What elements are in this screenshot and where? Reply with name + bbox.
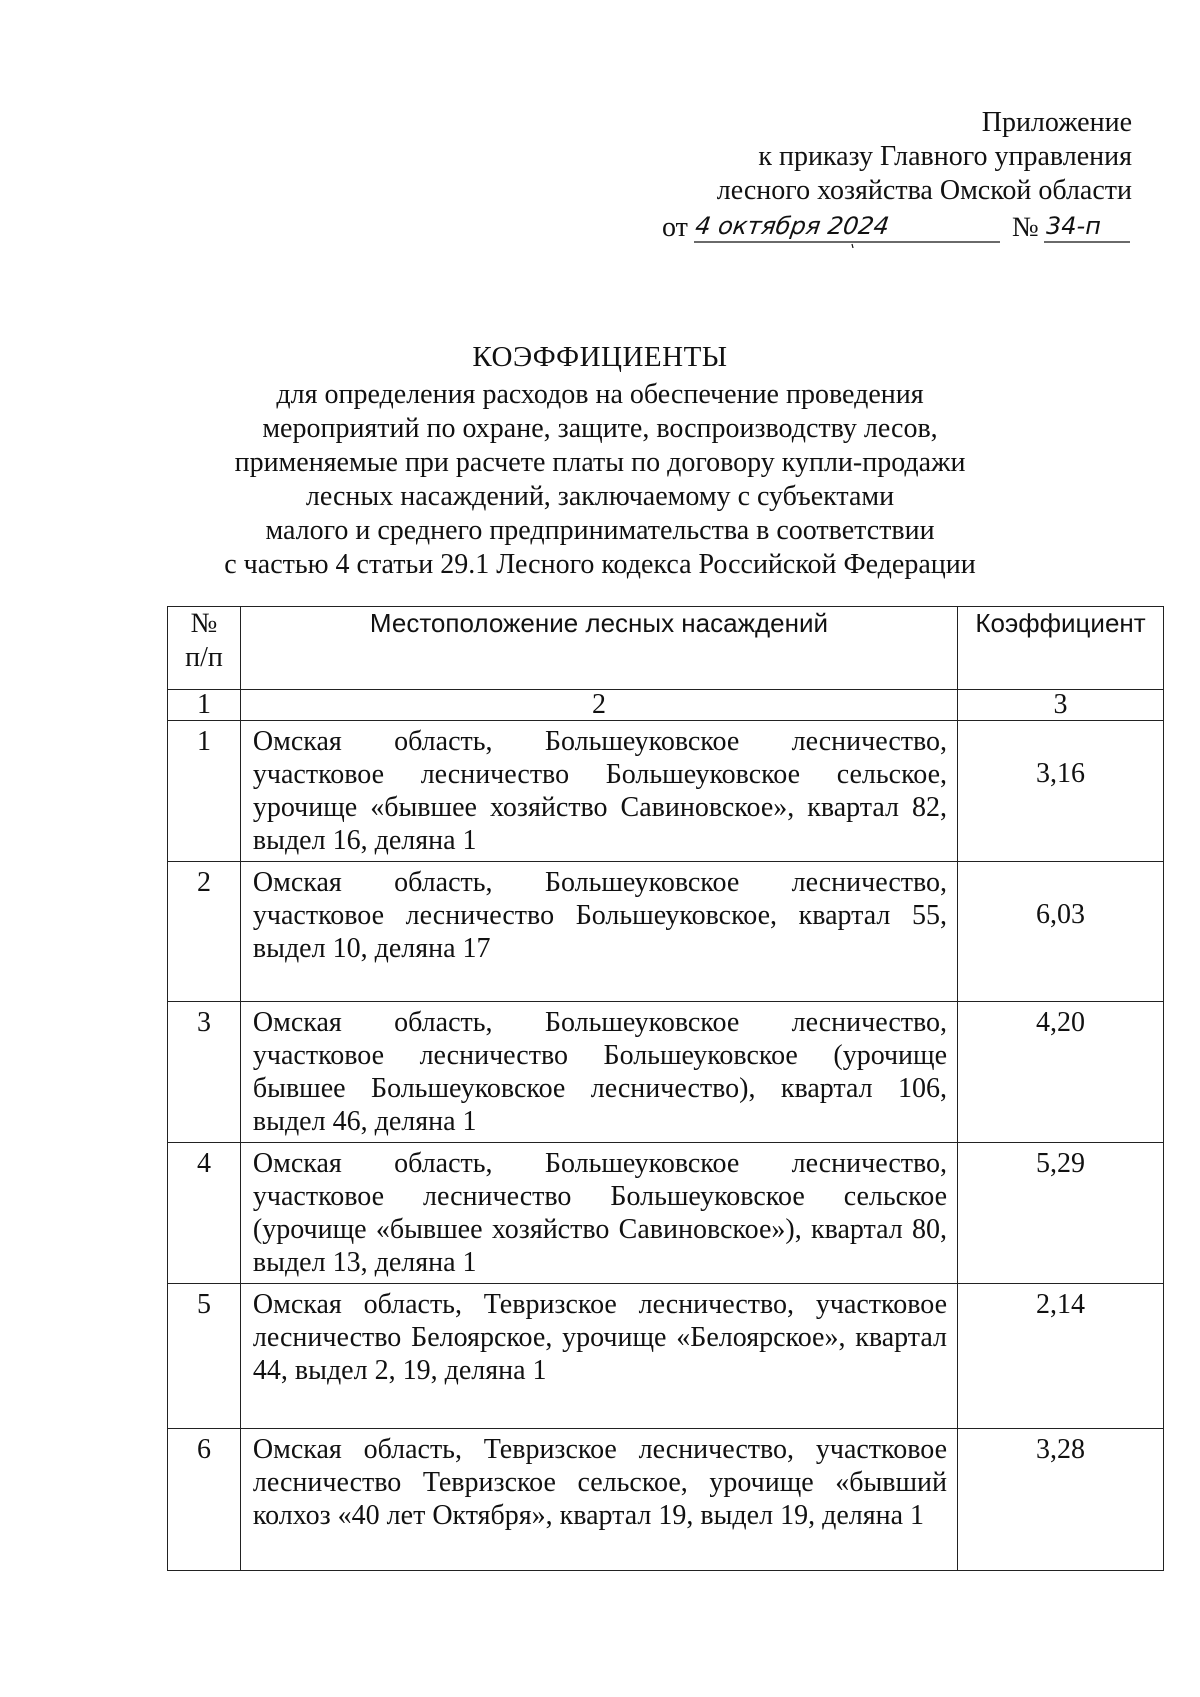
title-line: малого и среднего предпринимательства в соответствии [265,515,935,546]
row-number: 4 [168,1143,241,1284]
title-line: с частью 4 статьи 29.1 Лесного кодекса Российской Федерации [224,549,976,580]
handwritten-date: 4 октября 2024 [693,212,892,240]
table-row [168,862,1164,1002]
table-row [168,1002,1164,1143]
header-location: Местоположение лесных насаждений [240,607,957,690]
row-coefficient: 4,20 [958,1002,1164,1143]
row-location: Омская область, Большеуковское лесничество, участковое лесничество Большеуковское сельское, урочище «бывшее хозяйство Савиновское», квартал 82, выдел 16, деляна 1 [240,721,957,862]
column-index: 3 [958,690,1164,721]
row-number: 2 [168,862,241,1002]
appendix-authority: лесного хозяйства Омской области [716,175,1132,206]
column-index: 1 [168,690,241,721]
header-coefficient: Коэффициент [958,607,1164,690]
appendix-title: Приложение [981,107,1132,138]
title-line: лесных насаждений, заключаемому с субъектами [305,481,895,512]
title-line: применяемые при расчете платы по договору купли-продажи [234,447,966,478]
title-line: мероприятий по охране, защите, воспроизводству лесов, [262,413,938,444]
header-number [168,607,241,690]
table-row [168,1284,1164,1429]
row-location: Омская область, Большеуковское лесничество, участковое лесничество Большеуковское (урочище бывшее Большеуковское лесничество), квартал 106, выдел 46, деляна 1 [240,1002,957,1143]
title-line: для определения расходов на обеспечение проведения [276,379,924,410]
handwritten-number: 34-п [1046,212,1101,240]
column-index: 2 [240,690,957,721]
row-coefficient: 6,03 [958,862,1164,1002]
column-index-row [168,690,1164,721]
header-number-sign: № [190,608,218,639]
row-location: Омская область, Большеуковское лесничество, участковое лесничество Большеуковское, квартал 55, выдел 10, деляна 17 [240,862,957,1002]
table-row [168,1143,1164,1284]
coefficients-table [167,606,1164,1571]
appendix-block [662,106,1132,248]
row-number: 6 [168,1429,241,1571]
row-coefficient: 5,29 [958,1143,1164,1284]
row-location: Омская область, Тевризское лесничество, участковое лесничество Белоярское, урочище «Белоярское», квартал 44, выдел 2, 19, деляна 1 [240,1284,957,1429]
handwritten-date-number [662,208,1132,248]
row-location: Омская область, Большеуковское лесничество, участковое лесничество Большеуковское сельское (урочище «бывшее хозяйство Савиновское»), квартал 80, выдел 13, деляна 1 [240,1143,957,1284]
document-title-block [0,340,1200,582]
row-number: 5 [168,1284,241,1429]
row-coefficient: 3,16 [958,721,1164,862]
row-coefficient: 2,14 [958,1284,1164,1429]
number-label: № [1012,212,1039,243]
document-heading: КОЭФФИЦИЕНТЫ [472,341,728,373]
row-location: Омская область, Тевризское лесничество, участковое лесничество Тевризское сельское, урочище «бывший колхоз «40 лет Октября», квартал 19, выдел 19, деляна 1 [240,1429,957,1571]
table-row [168,1429,1164,1571]
from-label: от [662,212,688,243]
row-number: 1 [168,721,241,862]
order-date-number-line [662,208,1132,248]
table-header-row [168,607,1164,690]
row-number: 3 [168,1002,241,1143]
row-coefficient: 3,28 [958,1429,1164,1571]
appendix-order-ref: к приказу Главного управления [758,141,1132,172]
header-number-pp: п/п [185,642,223,673]
table-row [168,721,1164,862]
